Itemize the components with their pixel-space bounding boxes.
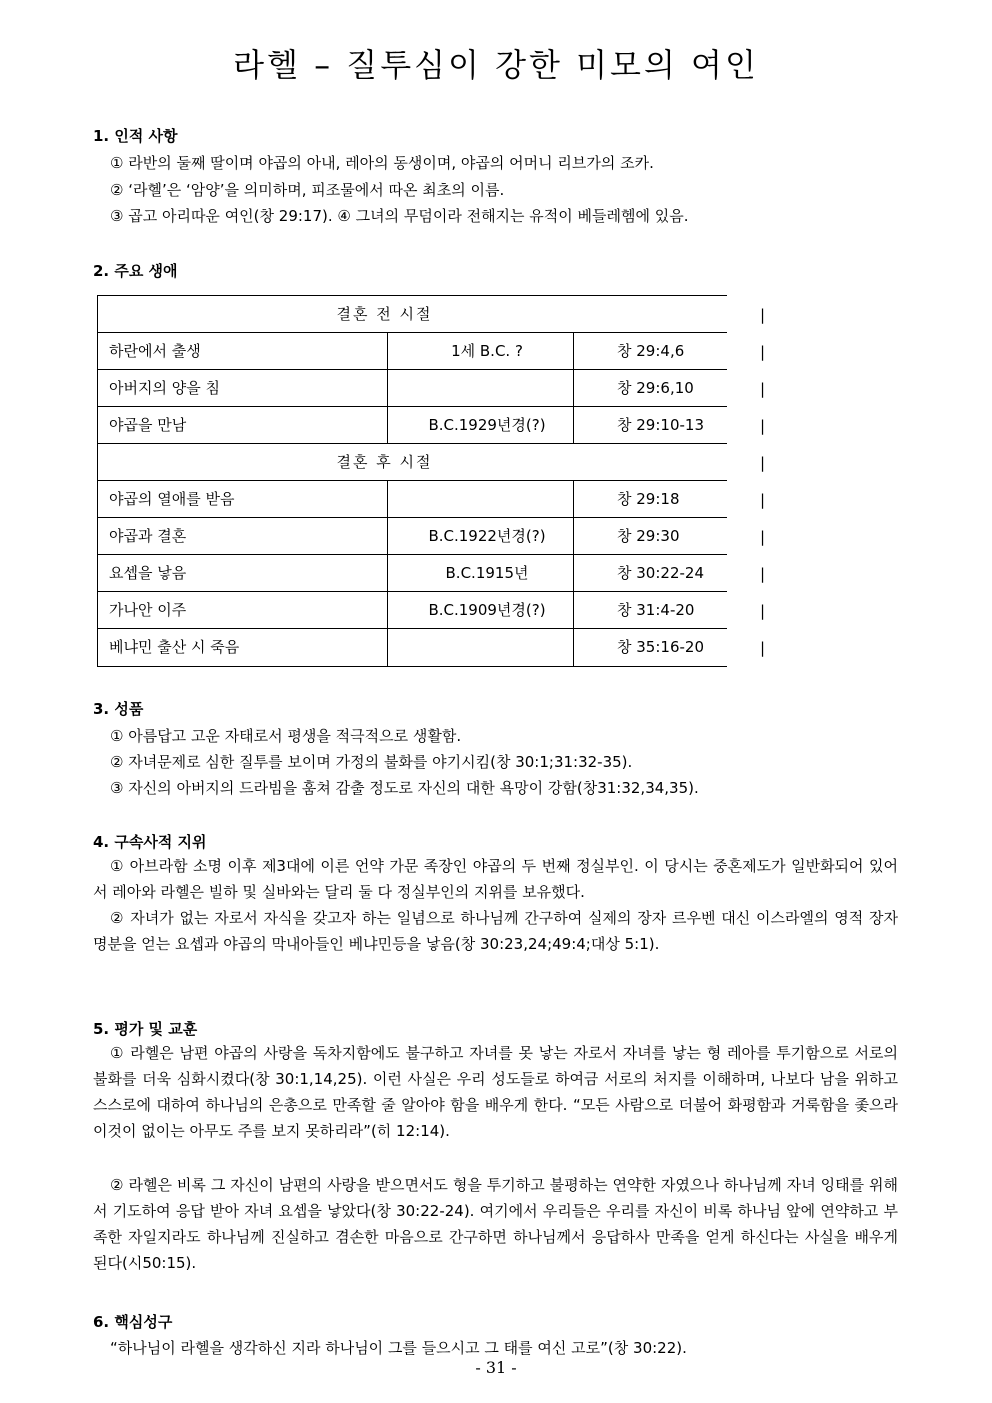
section-heading-key-verse: 6. 핵심성구 (93, 1313, 173, 1331)
page-number: - 31 - (475, 1358, 517, 1377)
table-row: 아버지의 양을 침 창 29:6,10 | (97, 369, 727, 407)
character-line-1: ① 아름답고 고운 자태로서 평생을 적극적으로 생활함. (110, 727, 462, 745)
section-heading-personal-info: 1. 인적 사항 (93, 127, 178, 145)
character-line-3: ③ 자신의 아버지의 드라빔을 훔쳐 감출 정도로 자신의 대한 욕망이 강함(창31:32,34,35). (110, 779, 699, 797)
redemptive-status-para-2: ② 자녀가 없는 자로서 자식을 갖고자 하는 일념으로 하나님께 간구하여 실제의 장자 르우벤 대신 이스라엘의 영적 장자 명분을 얻는 요셉과 야곱의 막내아들인 베냐민등을 낳음(창 30:23,24;49:4;대상 5:1). (93, 909, 898, 953)
table-cell-date (407, 629, 567, 666)
table-row: 야곱의 열애를 받음 창 29:18 | (97, 480, 727, 518)
table-cell-ref: 창 35:16-20 (617, 638, 704, 656)
table-header-after-marriage: 결혼 후 시절 (336, 453, 433, 471)
section-heading-evaluation-lessons: 5. 평가 및 교훈 (93, 1020, 198, 1038)
table-cell-date: 1세 B.C. ? (451, 342, 523, 360)
personal-info-line-1: ① 라반의 둘째 딸이며 야곱의 아내, 레아의 동생이며, 야곱의 어머니 리브가의 조카. (110, 154, 654, 172)
table-cell-event: 베냐민 출산 시 죽음 (109, 638, 240, 656)
table-cell-event: 아버지의 양을 침 (109, 379, 220, 397)
table-header-row: 결혼 후 시절 | (97, 443, 727, 481)
table-cell-ref: 창 29:18 (617, 490, 680, 508)
table-cell-ref: 창 30:22-24 (617, 564, 704, 582)
table-row: 하란에서 출생 1세 B.C. ? 창 29:4,6 | (97, 332, 727, 370)
personal-info-line-3: ③ 곱고 아리따운 여인(창 29:17). ④ 그녀의 무덤이라 전해지는 유적이 베들레헴에 있음. (110, 207, 689, 225)
table-cell-ref: 창 29:10-13 (617, 416, 704, 434)
section-heading-character: 3. 성품 (93, 700, 144, 718)
table-header-before-marriage: 결혼 전 시절 (336, 305, 433, 323)
personal-info-line-2: ② ‘라헬’은 ‘암양’을 의미하며, 피조물에서 따온 최초의 이름. (110, 181, 505, 199)
table-row: 가나안 이주 B.C.1909년경(?) 창 31:4-20 | (97, 591, 727, 629)
section-heading-redemptive-status: 4. 구속사적 지위 (93, 833, 207, 851)
section-heading-major-life: 2. 주요 생애 (93, 262, 178, 280)
table-cell-event: 야곱을 만남 (109, 416, 187, 434)
evaluation-para-2: ② 라헬은 비록 그 자신이 남편의 사랑을 받으면서도 형을 투기하고 불평하는 연약한 자였으나 하나님께 자녀 잉태를 위해서 기도하여 응답 받아 자녀 요셉을 낳았다(창 30:22-24). 여기에서 우리들은 우리를 자신이 비록 하나님 앞에 연약하고 부족한 자일지라도 하나님께 진실하고 겸손한 마음으로 간구하면 하나님께서 응답하사 만족을 얻게 하신다는 사실을 배우게 된다(시50:15). (93, 1176, 898, 1272)
key-verse-line: “하나님이 라헬을 생각하신 지라 하나님이 그를 들으시고 그 태를 여신 고로”(창 30:22). (110, 1339, 687, 1357)
character-line-2: ② 자녀문제로 심한 질투를 보이며 가정의 불화를 야기시킴(창 30:1;31:32-35). (110, 753, 633, 771)
table-cell-event: 요셉을 낳음 (109, 564, 187, 582)
table-cell-ref: 창 29:6,10 (617, 379, 694, 397)
table-cell-event: 가나안 이주 (109, 601, 187, 619)
table-row: 야곱을 만남 B.C.1929년경(?) 창 29:10-13 | (97, 406, 727, 444)
table-header-row: 결혼 전 시절 | (97, 295, 727, 333)
table-cell-date: B.C.1929년경(?) (428, 416, 546, 434)
table-cell-date: B.C.1915년 (445, 564, 529, 582)
table-cell-date: B.C.1909년경(?) (428, 601, 546, 619)
table-cell-ref: 창 31:4-20 (617, 601, 695, 619)
table-row: 요셉을 낳음 B.C.1915년 창 30:22-24 | (97, 554, 727, 592)
table-cell-ref: 창 29:4,6 (617, 342, 685, 360)
page-title: 라헬 – 질투심이 강한 미모의 여인 (233, 46, 759, 84)
table-cell-event: 하란에서 출생 (109, 342, 201, 360)
table-cell-event: 야곱과 결혼 (109, 527, 187, 545)
table-cell-date (407, 481, 567, 518)
table-cell-date (407, 370, 567, 407)
table-row: 야곱과 결혼 B.C.1922년경(?) 창 29:30 | (97, 517, 727, 555)
table-cell-date: B.C.1922년경(?) (428, 527, 546, 545)
table-cell-ref: 창 29:30 (617, 527, 680, 545)
evaluation-para-1: ① 라헬은 남편 야곱의 사랑을 독차지함에도 불구하고 자녀를 못 낳는 자로서 자녀를 낳는 형 레아를 투기함으로 서로의 불화를 더욱 심화시켰다(창 30:1,14,25). 이런 사실은 우리 성도들로 하여금 서로의 처지를 이해하며, 나보다 남을 위하고 스스로에 대하여 하나님의 은총으로 만족할 줄 알아야 함을 배우게 한다. “모든 사람으로 더불어 화평함과 거룩함을 좇으라 이것이 없이는 아무도 주를 보지 못하리라”(히 12:14). (93, 1044, 898, 1140)
table-cell-event: 야곱의 열애를 받음 (109, 490, 235, 508)
table-row: 베냐민 출산 시 죽음 창 35:16-20 | (97, 628, 727, 667)
redemptive-status-para-1: ① 아브라함 소명 이후 제3대에 이른 언약 가문 족장인 야곱의 두 번째 정실부인. 이 당시는 중혼제도가 일반화되어 있어서 레아와 라헬은 빌하 및 실바와는 달리 둘 다 정실부인의 지위를 보유했다. (93, 857, 898, 901)
